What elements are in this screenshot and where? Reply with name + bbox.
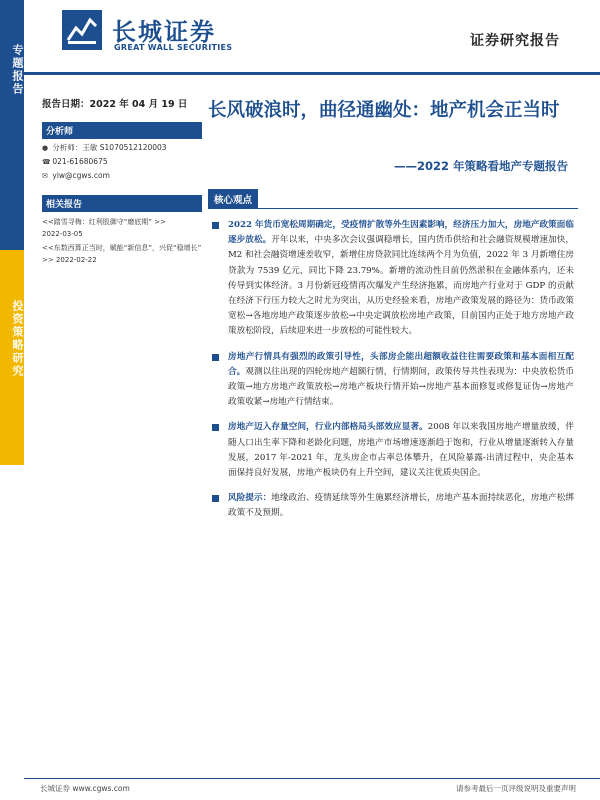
footer-website[interactable]: 长城证券 www.cgws.com [40, 784, 130, 793]
square-bullet-icon [212, 222, 219, 229]
header-divider [24, 72, 600, 75]
phone-icon: ☎ [42, 158, 51, 166]
related-report-date: 2022-02-22 [55, 256, 97, 264]
core-point-lead: 房地产迈入存量空间，行业内部格局头部效应显著。 [228, 422, 428, 433]
core-point-body: 开年以来，中央多次会议强调稳增长，国内货币供给和社会融资规模增速加快，M2 和社会融资增速差收窄，新增住房贷款同比连续两个月为负值，2022 年 3 月新增住房贷款为 7539 亿元，同比下降 23.79%。新增的流动性目前仍然淤积在金融体系内，还未传导到实体经济。3 月份新冠疫情再次爆发产生经济拖累，而房地产行业对于 GDP 的贡献在经济下行压力较大之时尤为突出，从历史经验来看，房地产政策发展的路径为：货币政策宽松→各地房地产政策逐步放松→中央定调放松房地产政策，目前国内正处于地方房地产政策放松阶段，后续迎来进一步放松的可能性较大。 [228, 235, 574, 337]
core-points-label: 核心观点 [208, 189, 258, 209]
analyst-section-title: 分析师 [42, 122, 202, 139]
core-point [212, 420, 574, 481]
core-point-body: 2008 年以来我国房地产增量放缓，伴随人口出生率下降和老龄化问题，房地产市场增速逐渐趋于饱和，行业从增量逐渐转入存量发展，2017 年-2021 年，龙头房企市占率总体攀升，在风险暴露-出清过程中，央企基本面保持良好发展，房地产板块仍有上升空间，建议关注优质央国企。 [228, 422, 574, 479]
report-category-vertical-label: 专题报告 [11, 44, 24, 96]
analyst-line [42, 141, 202, 155]
email-icon: ✉ [42, 172, 48, 180]
core-point-lead: 房地产行情具有强烈的政策引导性，头部房企能出超额收益往往需要政策和基本面相互配合。 [228, 351, 574, 377]
core-points-header [208, 189, 578, 209]
core-point [212, 218, 574, 340]
logo-english-name: GREAT WALL SECURITIES [114, 43, 233, 52]
logo-chinese-name: 长城证券 [112, 18, 216, 46]
core-point-body: 观测以往出现的四轮房地产超额行情，行情期间，政策传导共性表现为：中央放松货币政策→地方房地产政策放松→房地产板块行情开始→房地产基本面修复或修复证伪→房地产政策收紧→房地产行情结束。 [228, 366, 574, 408]
footer-divider [24, 778, 600, 779]
left-side-bar [0, 0, 24, 800]
risk-warning-body: 地缘政治、疫情延续等外生施累经济增长，房地产基本面持续恶化，房地产松绑政策不及预期。 [228, 493, 574, 519]
risk-warning-lead: 风险提示： [228, 493, 272, 504]
analyst-email[interactable]: yiw@cgws.com [52, 171, 110, 180]
left-bar-top-block [0, 0, 24, 250]
report-subtitle: ——2022 年策略看地产专题报告 [393, 159, 568, 173]
info-sidebar [42, 96, 202, 268]
related-reports-list [42, 216, 202, 266]
analyst-line [42, 155, 202, 169]
related-report-date: 2022-03-05 [42, 230, 83, 238]
square-bullet-icon [212, 354, 219, 361]
core-points-list [212, 218, 574, 532]
core-point [212, 350, 574, 411]
research-type-vertical-label: 投资策略研究 [11, 300, 24, 378]
related-report-title[interactable]: <<东数西算正当时，赋能“新信息”，兴促“稳增长” [42, 244, 202, 252]
related-report-title[interactable]: <<踏雪寻梅：红利股御守“磨底期” [42, 218, 152, 226]
related-report-arrow: >> [42, 256, 56, 264]
related-report-item[interactable] [42, 216, 202, 240]
report-date: 报告日期：2022 年 04 月 19 日 [42, 99, 188, 110]
related-reports-title: 相关报告 [42, 195, 202, 212]
analyst-line[interactable] [42, 169, 202, 183]
core-point [212, 491, 574, 521]
report-title: 长风破浪时，曲径通幽处：地产机会正当时 [208, 100, 560, 121]
analyst-name-license: 分析师：王敏 S1070512120003 [52, 143, 167, 152]
person-icon: ● [42, 144, 49, 152]
analyst-phone: 021-61680675 [52, 157, 108, 166]
square-bullet-icon [212, 424, 219, 431]
analyst-info [42, 141, 202, 183]
related-report-item[interactable] [42, 242, 202, 266]
report-type-label: 证券研究报告 [470, 33, 560, 49]
core-point-lead: 2022 年货币宽松周期确定，受疫情扩散等外生因素影响，经济压力加大，房地产政策面临逐步放松。 [228, 220, 574, 246]
related-report-arrow: >> [154, 218, 166, 226]
great-wall-logo-icon [62, 10, 102, 50]
footer-disclaimer: 请参考最后一页评级说明及重要声明 [456, 784, 576, 793]
square-bullet-icon [212, 495, 219, 502]
